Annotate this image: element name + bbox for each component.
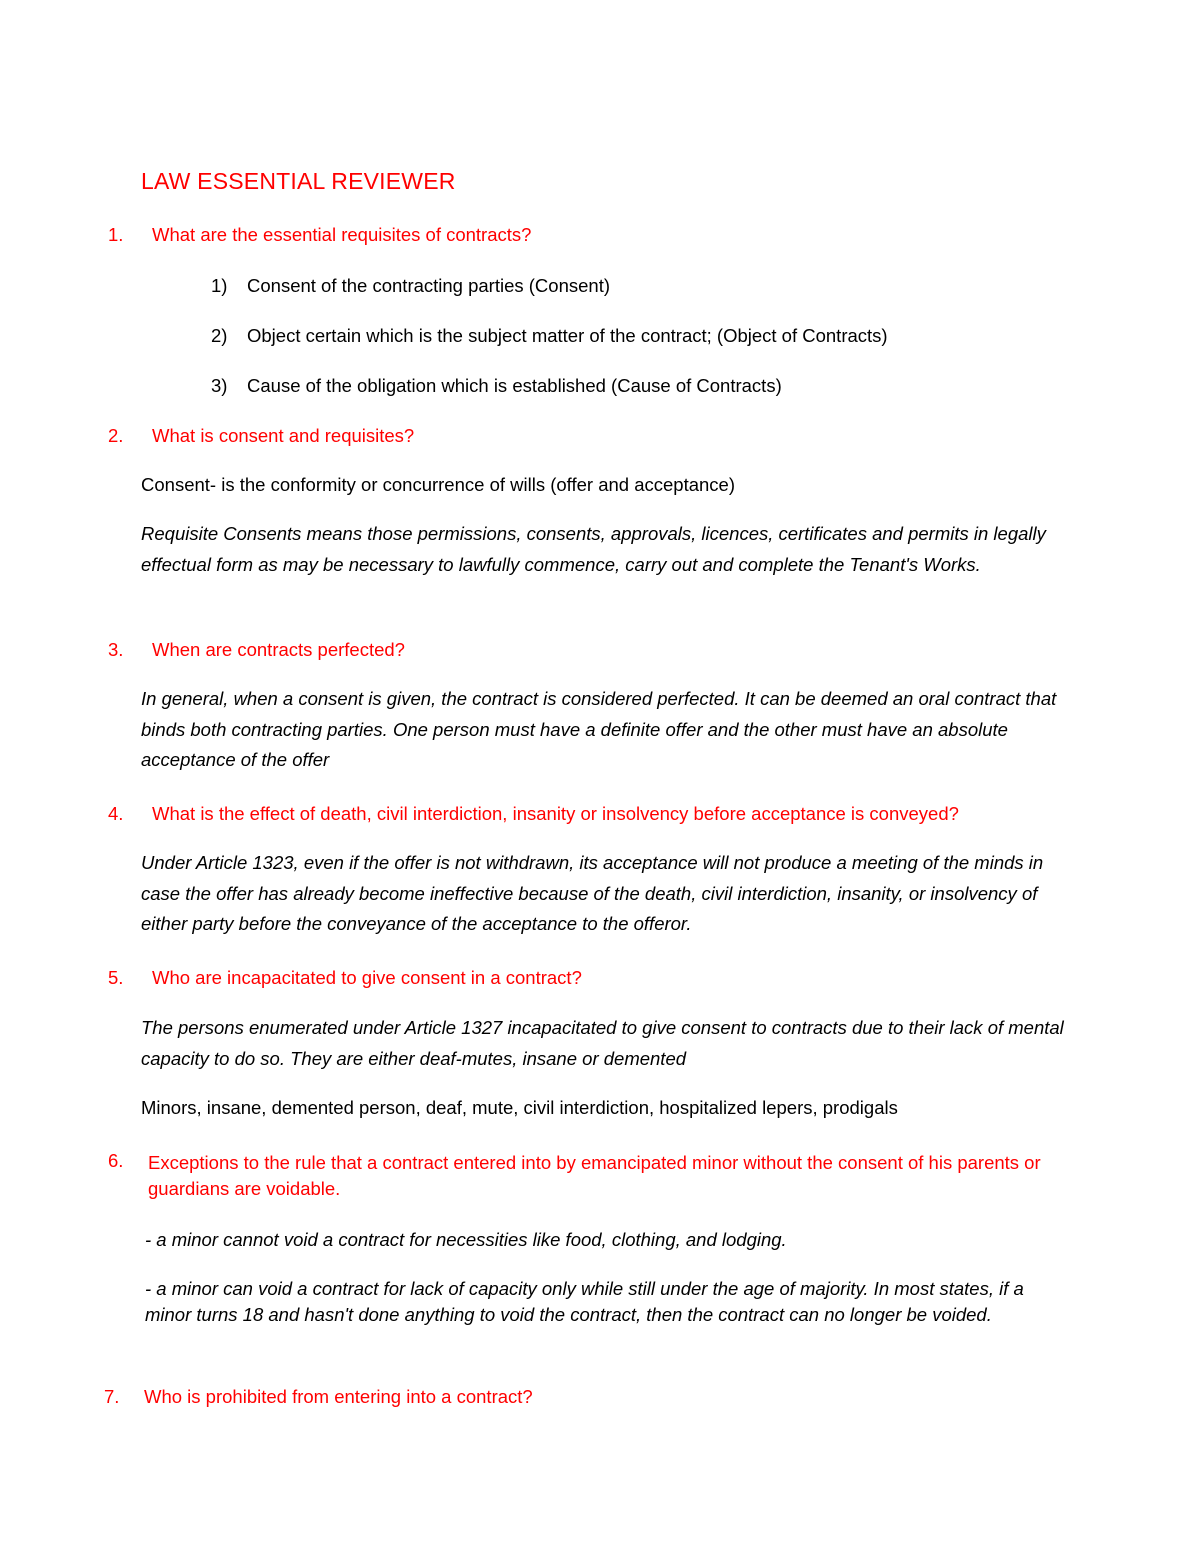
document-title: LAW ESSENTIAL REVIEWER [141, 168, 456, 194]
list-item-number: 3) [211, 375, 228, 396]
list-item-text: Object certain which is the subject matter of the contract; (Object of Contracts) [247, 325, 888, 346]
answer-paragraph: - a minor can void a contract for lack of capacity only while still under the age of majority. In most states, if a minor turns 18 and hasn't done anything to void the contract, then the contract can no longer be voided. [145, 1278, 1024, 1325]
answer-paragraph: Consent- is the conformity or concurrence of wills (offer and acceptance) [141, 474, 735, 495]
list-item-number: 2) [211, 325, 228, 346]
question-text: What is consent and requisites? [152, 425, 415, 446]
question-number: 4. [108, 803, 124, 824]
question-text: Who is prohibited from entering into a contract? [144, 1386, 533, 1407]
question-text: Exceptions to the rule that a contract entered into by emancipated minor without the consent of his parents or guardians are voidable. [148, 1152, 1041, 1199]
answer-paragraph: Requisite Consents means those permissions, consents, approvals, licences, certificates and permits in legally effectual form as may be necessary to lawfully commence, carry out and complete the Tenant's Works. [141, 523, 1046, 575]
question-text: What are the essential requisites of contracts? [152, 224, 532, 245]
question-number: 6. [108, 1150, 124, 1171]
question-text: What is the effect of death, civil interdiction, insanity or insolvency before acceptance is conveyed? [152, 803, 959, 824]
question-number: 7. [104, 1386, 120, 1407]
question-text: Who are incapacitated to give consent in a contract? [152, 967, 582, 988]
list-item-text: Cause of the obligation which is established (Cause of Contracts) [247, 375, 782, 396]
question-number: 1. [108, 224, 124, 245]
list-item-number: 1) [211, 275, 228, 296]
answer-paragraph: Under Article 1323, even if the offer is not withdrawn, its acceptance will not produce a meeting of the minds in case the offer has already become ineffective because of the death, civil interdiction, insanity, or insolvency of either party before the conveyance of the acceptance to the offeror. [141, 852, 1044, 934]
answer-paragraph: The persons enumerated under Article 1327 incapacitated to give consent to contracts due to their lack of mental capacity to do so. They are either deaf-mutes, insane or demented [141, 1017, 1064, 1069]
answer-paragraph: - a minor cannot void a contract for necessities like food, clothing, and lodging. [145, 1229, 787, 1250]
question-text: When are contracts perfected? [152, 639, 405, 660]
question-number: 5. [108, 967, 124, 988]
list-item-text: Consent of the contracting parties (Consent) [247, 275, 610, 296]
question-number: 2. [108, 425, 124, 446]
answer-paragraph: Minors, insane, demented person, deaf, mute, civil interdiction, hospitalized lepers, prodigals [141, 1097, 898, 1118]
answer-paragraph: In general, when a consent is given, the contract is considered perfected. It can be deemed an oral contract that binds both contracting parties. One person must have a definite offer and the other must have an absolute acceptance of the offer [141, 688, 1057, 770]
question-number: 3. [108, 639, 124, 660]
